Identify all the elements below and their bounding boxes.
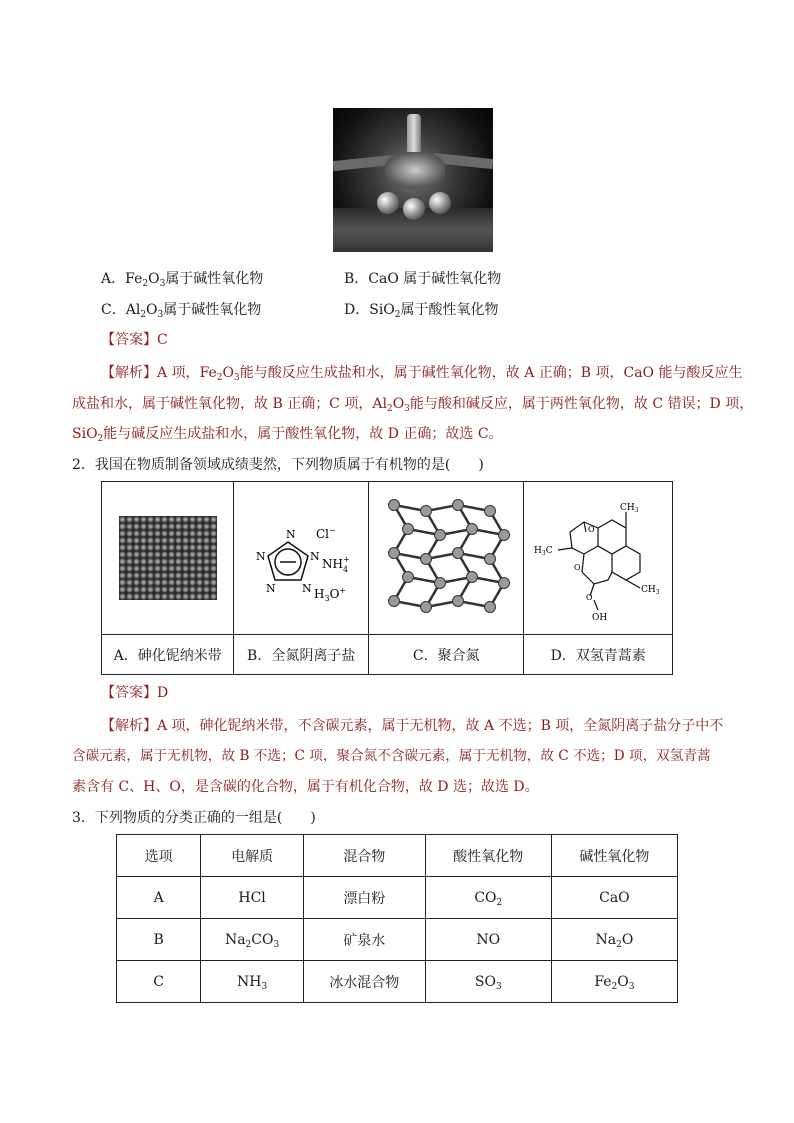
label-c: C．聚合氮 — [369, 635, 524, 675]
question-3-stem: 3．下列物质的分类正确的一组是( ) — [72, 810, 316, 826]
table-row — [117, 877, 678, 919]
cell-a-image — [102, 482, 234, 635]
nitrogen-atom — [389, 596, 400, 607]
svg-text:CH3: $CH_3$ — [641, 585, 660, 596]
polymeric-nitrogen-structure — [376, 493, 516, 623]
analysis-1-line-1: 【解析】A 项，$Fe_2O_3$能与酸反应生成盐和水，属于碱性氧化物，故 A 正确；B 项，CaO 能与酸反应生 — [101, 365, 743, 383]
cell-mixture: 矿泉水 — [303, 919, 425, 961]
option-c: C．$Al_2O_3$属于碱性氧化物 — [101, 302, 262, 320]
svg-text:N: N — [256, 550, 266, 563]
nitrogen-atom — [499, 530, 510, 541]
svg-text:NH4+: $NH_4+$ — [322, 555, 350, 574]
cell-option: C — [117, 961, 201, 1003]
nitrogen-atom — [453, 548, 464, 559]
dihydroartemisinin-structure — [528, 488, 668, 628]
lander-photo — [333, 108, 493, 252]
svg-text:N: N — [266, 582, 276, 595]
cell-c-image — [369, 482, 524, 635]
analysis-2-line-3: 素含有 C、H、O，是含碳的化合物，属于有机化合物，故 D 选；故选 D。 — [72, 779, 539, 795]
nitrogen-atom — [389, 500, 400, 511]
svg-text:H3O+: $H_3O^+$ — [314, 586, 347, 603]
svg-text:Cl−: Cl− — [316, 526, 336, 541]
nitrogen-atom — [421, 602, 432, 613]
nitrogen-atom — [435, 530, 446, 541]
svg-text:O: O — [588, 525, 595, 534]
cell-electrolyte: $NH_3$ — [201, 961, 304, 1003]
cell-mixture: 漂白粉 — [303, 877, 425, 919]
nitrogen-atom — [421, 554, 432, 565]
nitrogen-atom — [403, 524, 414, 535]
label-d: D．双氢青蒿素 — [524, 635, 673, 675]
nitrogen-atom — [453, 596, 464, 607]
cell-option: A — [117, 877, 201, 919]
cell-acidic-oxide: $SO_3$ — [425, 961, 551, 1003]
nitrogen-atom — [485, 554, 496, 565]
cell-basic-oxide: CaO — [551, 877, 677, 919]
cell-electrolyte: $Na_2CO_3$ — [201, 919, 304, 961]
cell-basic-oxide: $Na_2O$ — [551, 919, 677, 961]
svg-text:N: N — [310, 550, 320, 563]
header-acidic-oxide: 酸性氧化物 — [425, 835, 551, 877]
cell-electrolyte: HCl — [201, 877, 304, 919]
table-row — [117, 919, 678, 961]
nitrogen-atom — [403, 572, 414, 583]
cell-option: B — [117, 919, 201, 961]
nitrogen-atom — [389, 548, 400, 559]
cell-b-image — [234, 482, 369, 635]
question-3-table — [116, 834, 678, 1003]
analysis-2-line-2: 含碳元素，属于无机物，故 B 不选；C 项，聚合氮不含碳元素，属于无机物，故 C 不选；D 项，双氢青蒿 — [72, 748, 711, 764]
nitrogen-atom — [467, 572, 478, 583]
cell-acidic-oxide: $CO_2$ — [425, 877, 551, 919]
header-basic-oxide: 碱性氧化物 — [551, 835, 677, 877]
nanoribbon-image — [119, 516, 217, 600]
nitrogen-atom — [499, 578, 510, 589]
option-b: B．CaO 属于碱性氧化物 — [344, 271, 502, 287]
svg-text:N: N — [302, 582, 312, 595]
label-a: A．砷化铌纳米带 — [102, 635, 234, 675]
nitrogen-atom — [421, 506, 432, 517]
header-mixture: 混合物 — [303, 835, 425, 877]
cell-acidic-oxide: NO — [425, 919, 551, 961]
table-header-row — [117, 835, 678, 877]
nitrogen-atom — [485, 602, 496, 613]
cell-mixture: 冰水混合物 — [303, 961, 425, 1003]
analysis-2-line-1: 【解析】A 项，砷化铌纳米带，不含碳元素，属于无机物，故 A 不选；B 项，全氮阴离子盐分子中不 — [101, 718, 724, 734]
table-row — [117, 961, 678, 1003]
cell-d-image — [524, 482, 673, 635]
answer-1: 【答案】C — [101, 332, 168, 348]
question-2-table — [101, 481, 673, 675]
nitrogen-atom — [467, 524, 478, 535]
svg-text:H3C: $H_3C$ — [534, 546, 553, 557]
nitrogen-atom — [453, 500, 464, 511]
analysis-1-line-3: SiO$_2$能与碱反应生成盐和水，属于酸性氧化物，故 D 正确；故选 C。 — [72, 426, 503, 444]
svg-text:O: O — [586, 593, 593, 602]
nitrogen-atom — [485, 506, 496, 517]
analysis-1-line-2: 成盐和水，属于碱性氧化物，故 B 正确；C 项，$Al_2O_3$能与酸和碱反应，属于两性氧化物，故 C 错误；D 项， — [72, 396, 754, 414]
svg-text:O: O — [574, 563, 581, 572]
answer-2: 【答案】D — [101, 685, 169, 701]
question-2-stem: 2．我国在物质制备领域成绩斐然，下列物质属于有机物的是( ) — [72, 457, 484, 473]
header-option: 选项 — [117, 835, 201, 877]
option-d: D．SiO$_2$属于酸性氧化物 — [344, 302, 499, 320]
option-a: A．$Fe_2O_3$属于碱性氧化物 — [101, 271, 264, 289]
label-b: B．全氮阴离子盐 — [234, 635, 369, 675]
pentazolate-salt-structure — [236, 498, 366, 618]
cell-basic-oxide: $Fe_2O_3$ — [551, 961, 677, 1003]
svg-text:N: N — [286, 528, 296, 541]
header-electrolyte: 电解质 — [201, 835, 304, 877]
svg-text:CH3: $CH_3$ — [620, 503, 639, 514]
svg-text:OH: OH — [592, 613, 608, 623]
nitrogen-atom — [435, 578, 446, 589]
